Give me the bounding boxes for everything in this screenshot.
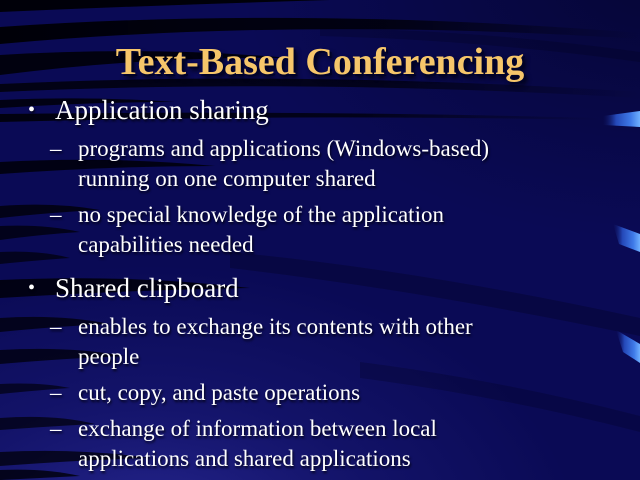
text-line: people	[78, 344, 140, 369]
slide-body	[28, 92, 632, 474]
sub-bullet-item	[50, 414, 632, 474]
sub-bullet-item	[50, 378, 632, 408]
bullet-text: Shared clipboard	[55, 273, 239, 303]
sub-bullet-marker: –	[50, 202, 62, 227]
sub-bullet-marker: –	[50, 380, 62, 405]
text-line: no special knowledge of the application	[78, 202, 444, 227]
sub-bullet-text	[78, 312, 632, 372]
bullet-item	[28, 270, 632, 306]
sub-bullet-item	[50, 134, 632, 194]
slide-title: Text-Based Conferencing	[115, 41, 525, 83]
text-line: capabilities needed	[78, 232, 254, 257]
bullet-marker: •	[28, 99, 36, 121]
bullet-marker: •	[28, 277, 36, 299]
text-line: running on one computer shared	[78, 166, 376, 191]
sub-bullet-text	[78, 378, 632, 408]
text-line: enables to exchange its contents with other	[78, 314, 473, 339]
text-line: exchange of information between local	[78, 416, 437, 441]
sub-bullet-text	[78, 200, 632, 260]
sub-bullet-text	[78, 134, 632, 194]
text-line: cut, copy, and paste operations	[78, 380, 361, 405]
bullet-text: Application sharing	[55, 95, 269, 125]
sub-bullet-marker: –	[50, 314, 62, 339]
bullet-item	[28, 92, 632, 128]
sub-bullet-item	[50, 312, 632, 372]
text-line: applications and shared applications	[78, 446, 411, 471]
sub-bullet-marker: –	[50, 136, 62, 161]
sub-bullet-marker: –	[50, 416, 62, 441]
text-line: programs and applications (Windows-based)	[78, 136, 490, 161]
sub-bullet-item	[50, 200, 632, 260]
sub-bullet-text	[78, 414, 632, 474]
